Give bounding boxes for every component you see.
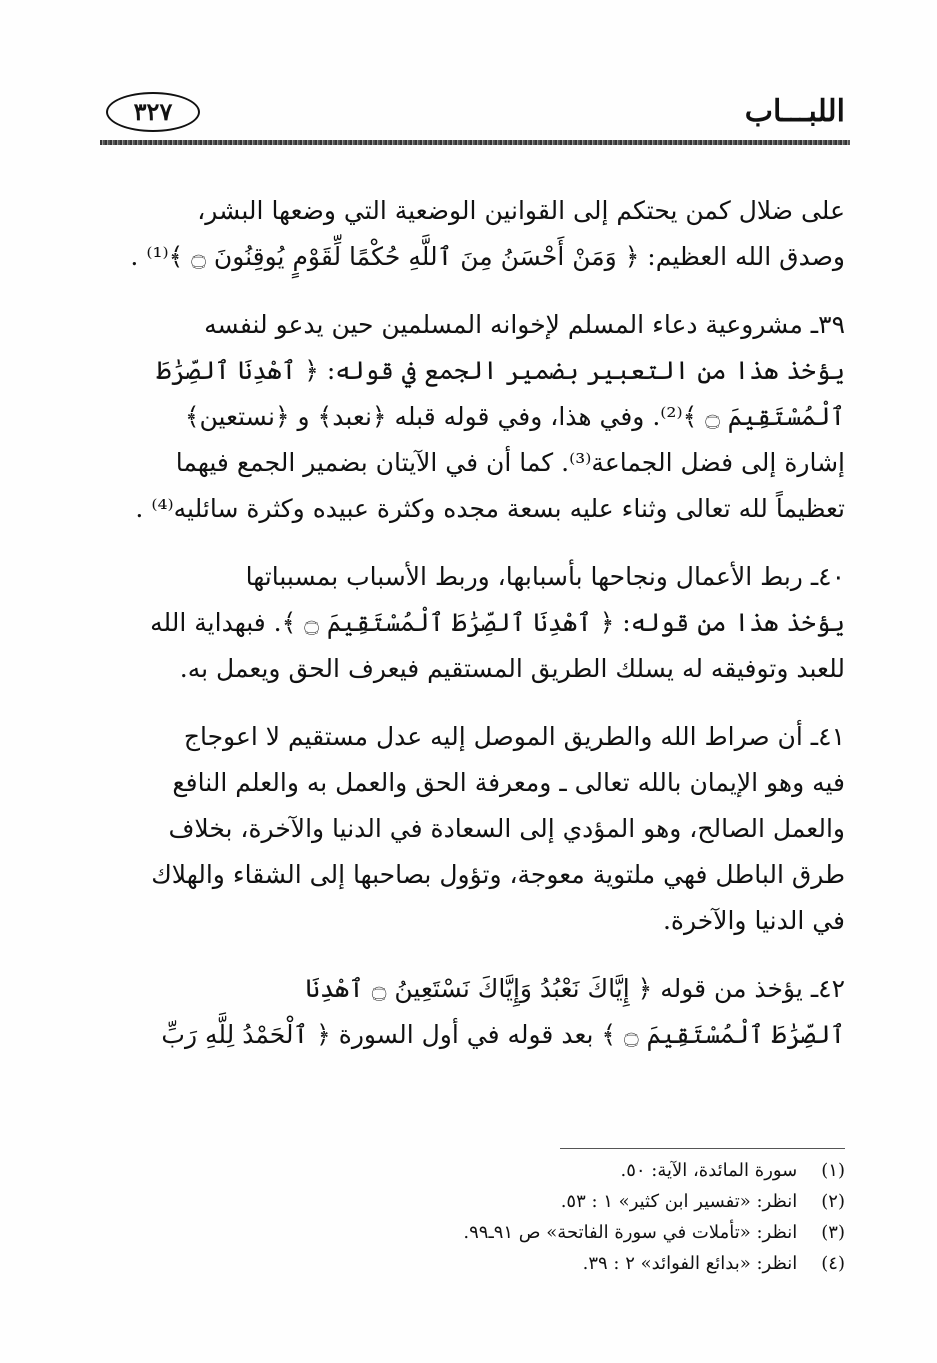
text-line: ٱلصِّرَٰطَ ٱلْمُسْتَقِيمَ ۝ ﴾ بعد قوله في أول السورة ﴿ ٱلْحَمْدُ لِلَّهِ رَبِّ: [161, 1020, 845, 1049]
footnote-text: سورة المائدة، الآية: ٥٠.: [620, 1160, 798, 1181]
main-text: [100, 188, 845, 1080]
footnote-text: انظر: «تفسير ابن كثير» ١ : ٥٣.: [560, 1191, 798, 1212]
text-line: يؤخذ هذا من التعبير بضمير الجمع في قوله: ﴿ ٱهْدِنَا ٱلصِّرَٰطَ: [156, 356, 845, 385]
text-line: والعمل الصالح، وهو المؤدي إلى السعادة في الدنيا والآخرة، بخلاف: [168, 814, 845, 843]
footnote: [400, 1248, 845, 1279]
page-header: [100, 88, 845, 140]
text-line: فيه وهو الإيمان بالله تعالى ـ ومعرفة الحق والعمل به والعلم النافع: [172, 768, 845, 797]
paragraph: [100, 966, 845, 1058]
text-line: ٱلْمُسْتَقِيمَ ۝ ﴾⁽²⁾. وفي هذا، وفي قوله قبله ﴿نعبد﴾ و ﴿نستعين﴾: [184, 402, 845, 431]
text-line: إشارة إلى فضل الجماعة⁽³⁾. كما أن في الآيتان بضمير الجمع فيهما: [175, 448, 845, 477]
text-line: على ضلال كمن يحتكم إلى القوانين الوضعية التي وضعها البشر،: [197, 196, 845, 225]
footnote-text: انظر: «تأملات في سورة الفاتحة» ص ٩١ـ٩٩.: [463, 1222, 798, 1243]
footnote-number: (٤): [821, 1253, 845, 1274]
footnote: [400, 1155, 845, 1186]
footnote-number: (٣): [821, 1222, 845, 1243]
paragraph: [100, 714, 845, 944]
text-line: ٤٠ـ ربط الأعمال ونجاحها بأسبابها، وربط الأسباب بمسبباتها: [245, 562, 845, 591]
text-line: للعبد وتوفيقه له يسلك الطريق المستقيم فيعرف الحق ويعمل به.: [179, 654, 845, 683]
footnote-divider: [560, 1148, 845, 1149]
text-line: ٤١ـ أن صراط الله والطريق الموصل إليه عدل مستقيم لا اعوجاج: [183, 722, 845, 751]
text-line: ٣٩ـ مشروعية دعاء المسلم لإخوانه المسلمين حين يدعو لنفسه: [204, 310, 845, 339]
book-title: اللبـــاب: [744, 94, 845, 129]
page-number: ٣٢٧: [106, 92, 200, 132]
text-line: طرق الباطل فهي ملتوية معوجة، وتؤول بصاحبها إلى الشقاء والهلاك: [151, 860, 845, 889]
footnote-number: (٢): [821, 1191, 845, 1212]
text-line: تعظيماً لله تعالى وثناء عليه بسعة مجده وكثرة عبيده وكثرة سائليه⁽⁴⁾ .: [135, 494, 845, 523]
footnote-text: انظر: «بدائع الفوائد» ٢ : ٣٩.: [582, 1253, 798, 1274]
paragraph: [100, 188, 845, 280]
footnotes: [400, 1155, 845, 1279]
text-line: ٤٢ـ يؤخذ من قوله ﴿ إِيَّاكَ نَعْبُدُ وَإِيَّاكَ نَسْتَعِينُ ۝ ٱهْدِنَا: [305, 974, 845, 1003]
text-line: وصدق الله العظيم: ﴿ وَمَنْ أَحْسَنُ مِنَ ٱللَّهِ حُكْمًا لِّقَوْمٍ يُوقِنُونَ ۝ ﴾⁽¹⁾ .: [130, 242, 845, 271]
paragraph: [100, 302, 845, 532]
footnote: [400, 1186, 845, 1217]
header-divider: [100, 140, 850, 145]
footnote: [400, 1217, 845, 1248]
text-line: في الدنيا والآخرة.: [662, 906, 845, 935]
footnote-number: (١): [821, 1160, 845, 1181]
text-line: يؤخذ هذا من قوله: ﴿ ٱهْدِنَا ٱلصِّرَٰطَ ٱلْمُسْتَقِيمَ ۝ ﴾. فبهداية الله: [150, 608, 845, 637]
paragraph: [100, 554, 845, 692]
